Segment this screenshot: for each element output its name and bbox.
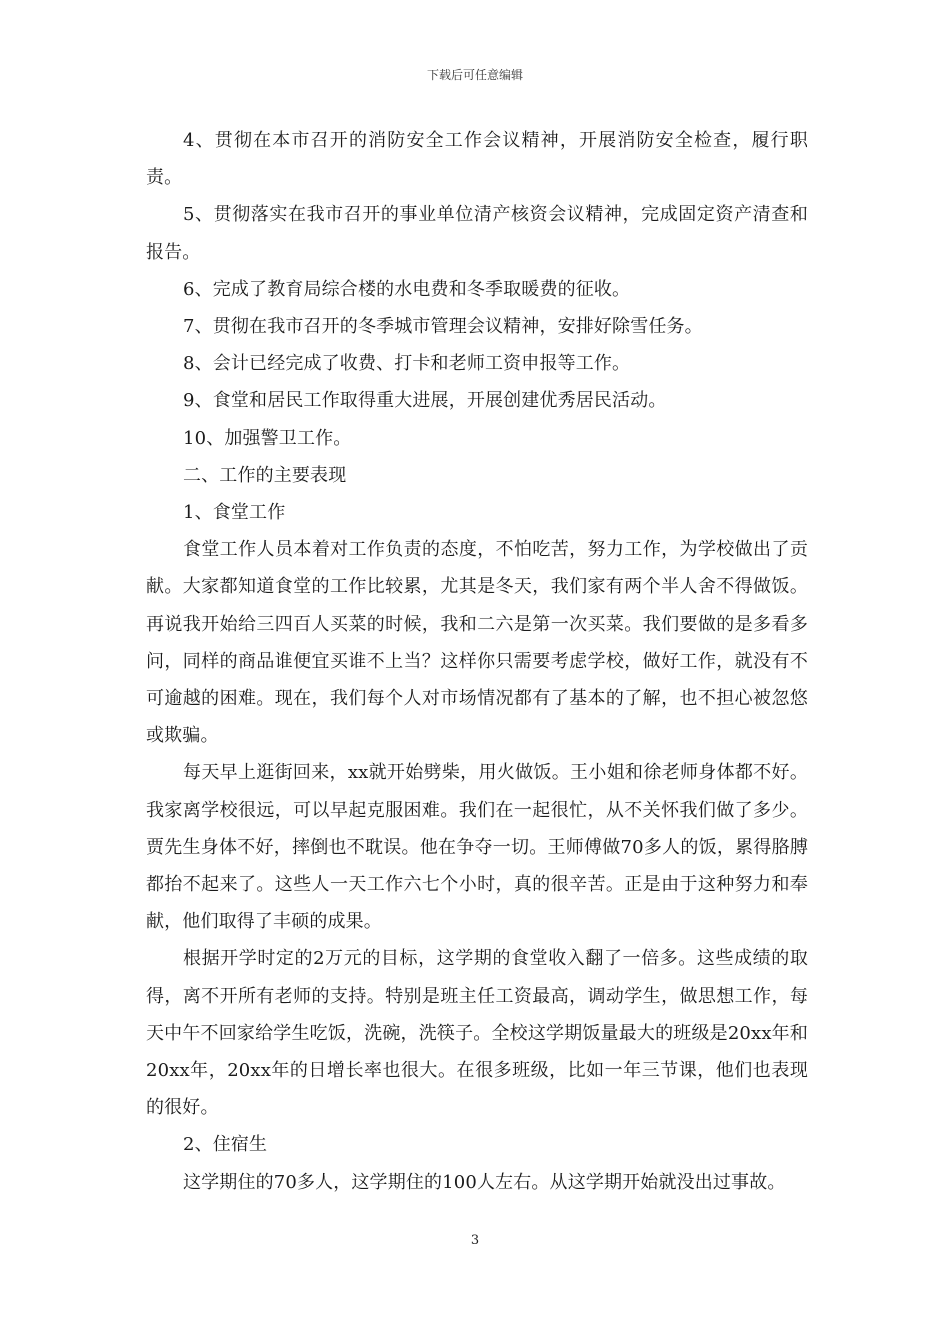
- paragraph: 6、完成了教育局综合楼的水电费和冬季取暖费的征收。: [183, 278, 631, 300]
- page-header: 下载后可任意编辑: [426, 68, 523, 82]
- paragraph: 8、会计已经完成了收费、打卡和老师工资申报等工作。: [183, 353, 631, 375]
- paragraph: 9、食堂和居民工作取得重大进展，开展创建优秀居民活动。: [183, 390, 667, 412]
- subsection-heading: 1、食堂工作: [183, 502, 286, 524]
- paragraph: 4、贯彻在本市召开的消防安全工作会议精神，开展消防安全检查，履行职责。: [146, 130, 808, 189]
- document-body: [146, 122, 808, 1201]
- paragraph: 根据开学时定的2万元的目标，这学期的食堂收入翻了一倍多。这些成绩的取得，离不开所有老师的支持。特别是班主任工资最高，调动学生，做思想工作，每天中午不回家给学生吃饭，洗碗，洗筷子。全校这学期饭量最大的班级是20xx年和20xx年，20xx年的日增长率也很大。在很多班级，比如一年三节课，他们也表现的很好。: [146, 948, 808, 1119]
- paragraph: 5、贯彻落实在我市召开的事业单位清产核资会议精神，完成固定资产清查和报告。: [146, 204, 808, 263]
- paragraph: 7、贯彻在我市召开的冬季城市管理会议精神，安排好除雪任务。: [183, 316, 703, 338]
- page-number: 3: [470, 1233, 480, 1248]
- paragraph: 10、加强警卫工作。: [183, 427, 352, 449]
- subsection-heading: 2、住宿生: [183, 1134, 268, 1156]
- paragraph: 这学期住的70多人，这学期住的100人左右。从这学期开始就没出过事故。: [183, 1171, 786, 1193]
- section-heading: 二、工作的主要表现: [183, 464, 347, 486]
- paragraph: 食堂工作人员本着对工作负责的态度，不怕吃苦，努力工作，为学校做出了贡献。大家都知道食堂的工作比较累，尤其是冬天，我们家有两个半人舍不得做饭。再说我开始给三四百人买菜的时候，我和二六是第一次买菜。我们要做的是多看多问，同样的商品谁便宜买谁不上当？这样你只需要考虑学校，做好工作，就没有不可逾越的困难。现在，我们每个人对市场情况都有了基本的了解，也不担心被忽悠或欺骗。: [146, 539, 808, 747]
- paragraph: 每天早上逛街回来，xx就开始劈柴，用火做饭。王小姐和徐老师身体都不好。我家离学校很远，可以早起克服困难。我们在一起很忙，从不关怀我们做了多少。贾先生身体不好，摔倒也不耽误。他在争夺一切。王师傅做70多人的饭，累得胳膊都抬不起来了。这些人一天工作六七个小时，真的很辛苦。正是由于这种努力和奉献，他们取得了丰硕的成果。: [146, 762, 808, 933]
